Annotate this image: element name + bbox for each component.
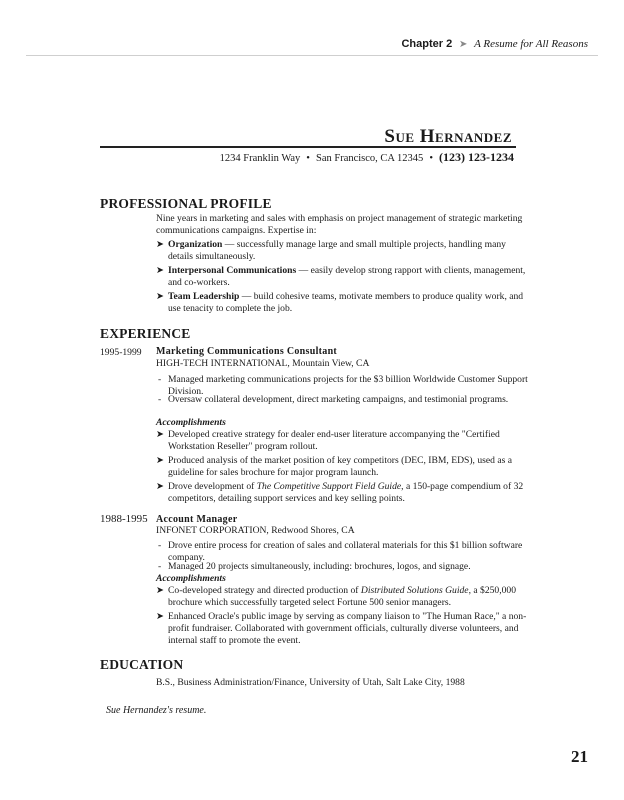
section-heading-profile: PROFESSIONAL PROFILE [100, 196, 272, 211]
arrow-bullet-icon: ➤ [156, 585, 165, 596]
arrow-icon: ➤ [458, 39, 468, 50]
page-number: 21 [571, 747, 588, 766]
job-dates: 1988-1995 [100, 513, 148, 525]
duty-item: - Managed marketing communications projects for the $3 billion Worldwide Customer Support Division. [158, 374, 528, 398]
duty-item: - Oversaw collateral development, direct marketing campaigns, and testimonial programs. [158, 394, 509, 405]
arrow-bullet-icon: ➤ [156, 265, 165, 276]
profile-intro: Nine years in marketing and sales with emphasis on project management of strategic marketing communications campaigns. Expertise in: [156, 213, 523, 237]
contact-line [220, 150, 514, 165]
section-heading-experience: EXPERIENCE [100, 326, 191, 341]
job-dates: 1995-1999 [100, 347, 142, 358]
company: HIGH-TECH INTERNATIONAL, Mountain View, CA [156, 358, 370, 369]
arrow-bullet-icon: ➤ [156, 611, 165, 622]
arrow-bullet-icon: ➤ [156, 481, 165, 492]
accomplishments-heading: Accomplishments [156, 573, 226, 584]
chapter-label: Chapter 2 [401, 38, 453, 50]
phone: (123) 123-1234 [439, 150, 514, 164]
section-heading-education: EDUCATION [100, 657, 184, 672]
arrow-bullet-icon: ➤ [156, 239, 165, 250]
separator-dot: • [306, 153, 310, 164]
duty-item: - Managed 20 projects simultaneously, including: brochures, logos, and signage. [158, 561, 471, 572]
accomplishment-item: ➤ Co-developed strategy and directed production of Distributed Solutions Guide, a $250,000 brochure which successfully targeted select Fortune 500 senior managers. [156, 585, 516, 609]
running-header [401, 38, 588, 50]
accomplishment-item: ➤ Drove development of The Competitive Support Field Guide, a 150-page compendium of 32 competitors, detailing support services and key selling points. [156, 481, 524, 505]
address: 1234 Franklin Way [219, 153, 301, 164]
job-title: Marketing Communications Consultant [156, 346, 338, 357]
education-line: B.S., Business Administration/Finance, University of Utah, Salt Lake City, 1988 [156, 677, 465, 688]
profile-item: ➤ Organization — successfully manage large and small multiple projects, handling many details simultaneously. [156, 239, 506, 263]
job-title: Account Manager [156, 514, 238, 525]
name-rule [100, 146, 516, 148]
arrow-bullet-icon: ➤ [156, 291, 165, 302]
accomplishments-heading: Accomplishments [156, 417, 226, 428]
accomplishment-item: ➤ Produced analysis of the market position of key competitors (DEC, IBM, EDS), used as a guideline for sales brochure for major program launch. [156, 455, 512, 479]
profile-item: ➤ Team Leadership — build cohesive teams, motivate members to produce quality work, and use tenacity to complete the job. [156, 291, 524, 315]
accomplishment-item: ➤ Developed creative strategy for dealer end-user literature accompanying the "Certified Workstation Reseller" program rollout. [156, 429, 500, 453]
profile-item: ➤ Interpersonal Communications — easily develop strong rapport with clients, management, and co-workers. [156, 265, 526, 289]
company: INFONET CORPORATION, Redwood Shores, CA [156, 525, 355, 536]
arrow-bullet-icon: ➤ [156, 429, 165, 440]
city: San Francisco, CA 12345 [315, 153, 424, 164]
accomplishment-item: ➤ Enhanced Oracle's public image by serving as company liaison to "The Human Race," a non-profit fundraiser. Collaborated with government officials, culturally diverse volunteers, and internal staff to promote the event. [156, 611, 527, 647]
resume-name: Sue Hernandez [384, 126, 512, 147]
duty-item: - Drove entire process for creation of sales and collateral materials for this $1 billion software company. [158, 540, 523, 564]
arrow-bullet-icon: ➤ [156, 455, 165, 466]
header-rule [26, 55, 598, 56]
chapter-title: A Resume for All Reasons [474, 38, 588, 50]
figure-caption: Sue Hernandez's resume. [106, 705, 207, 716]
separator-dot: • [429, 153, 433, 164]
